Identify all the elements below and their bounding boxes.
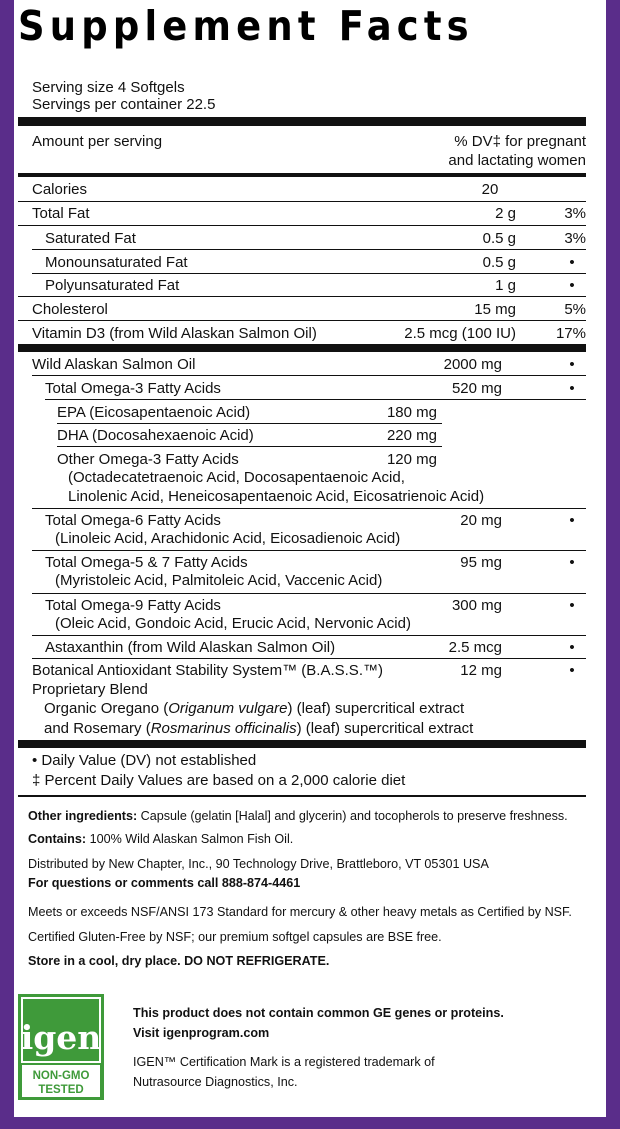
omega6-amount: 20 mg	[460, 512, 502, 529]
row-divider	[18, 225, 586, 226]
cholesterol-label: Cholesterol	[32, 301, 108, 318]
poly-fat-amount: 1 g	[495, 277, 516, 294]
bass-amount: 12 mg	[460, 662, 502, 679]
astaxanthin-amount: 2.5 mcg	[448, 639, 502, 656]
saturated-fat-dv: 3%	[564, 230, 586, 247]
servings-per-container: Servings per container 22.5	[32, 96, 216, 113]
bass-ingredient-1-text-end: ) (leaf) supercritical extract	[287, 700, 465, 717]
serving-size: Serving size 4 Softgels	[32, 79, 185, 96]
saturated-fat-amount: 0.5 g	[482, 230, 516, 247]
dha-amount: 220 mg	[386, 427, 437, 444]
mono-fat-dv: •	[569, 254, 575, 271]
row-divider	[57, 446, 442, 447]
cholesterol-dv: 5%	[564, 301, 586, 318]
dha-note: (Docosahexaenoic Acid)	[92, 427, 254, 444]
footnote-percent: ‡ Percent Daily Values are based on a 2,000 calorie diet	[32, 772, 406, 789]
calories-label: Calories	[32, 181, 88, 198]
epa-amount: 180 mg	[386, 404, 437, 421]
poly-fat-label: Polyunsaturated Fat	[45, 277, 180, 294]
igen-line-3: IGEN™ Certification Mark is a registered trademark of	[133, 1055, 435, 1069]
row-divider	[18, 320, 586, 321]
epa-note: (Eicosapentaenoic Acid)	[89, 404, 251, 421]
thick-rule	[18, 117, 586, 126]
omega6-label: Total Omega-6 Fatty Acids	[45, 512, 221, 529]
total-fat-label: Total Fat	[32, 205, 90, 222]
logo-tag-1: NON-GMO	[32, 1070, 90, 1082]
bass-blend-label: Proprietary Blend	[32, 681, 148, 698]
omega3-label: Total Omega-3 Fatty Acids	[45, 380, 221, 397]
igen-line-2: Visit igenprogram.com	[133, 1026, 270, 1040]
astaxanthin-dv: •	[569, 639, 575, 656]
astaxanthin-note: (from Wild Alaskan Salmon Oil)	[127, 639, 336, 656]
other-omega3-label: Other Omega-3 Fatty Acids	[57, 451, 239, 468]
row-divider	[32, 635, 586, 636]
calories-amount: 20	[481, 181, 499, 198]
amount-per-serving-header: Amount per serving	[32, 133, 163, 150]
other-omega3-note-1: (Octadecatetraenoic Acid, Docosapentaenoic Acid,	[68, 469, 405, 486]
omega6-dv: •	[569, 512, 575, 529]
bass-ingredient-2-text: and Rosemary (	[44, 720, 151, 737]
epa-label: EPA	[57, 404, 86, 421]
bass-ingredient-1-text: Organic Oregano (	[44, 700, 169, 717]
vitamin-d3-note: (from Wild Alaskan Salmon Oil)	[109, 325, 317, 342]
row-divider	[32, 658, 586, 659]
omega9-note: (Oleic Acid, Gondoic Acid, Erucic Acid, Nervonic Acid)	[55, 615, 411, 632]
other-ingredients-label: Other ingredients:	[28, 809, 138, 823]
bass-label: Botanical Antioxidant Stability System™ (B.A.S.S.™)	[32, 662, 383, 679]
dv-header-line2: and lactating women	[448, 152, 586, 169]
footnote-dv: • Daily Value (DV) not established	[32, 752, 257, 769]
nsf-statement: Meets or exceeds NSF/ANSI 173 Standard for mercury & other heavy metals as Certified by NSF.	[28, 905, 572, 919]
row-divider	[57, 423, 442, 424]
row-divider	[32, 508, 586, 509]
cholesterol-amount: 15 mg	[474, 301, 516, 318]
questions-phone: For questions or comments call 888-874-4461	[28, 876, 301, 890]
row-divider	[32, 249, 586, 250]
dha-row	[57, 428, 254, 443]
omega57-dv: •	[569, 554, 575, 571]
contains	[28, 833, 293, 846]
total-fat-dv: 3%	[564, 205, 586, 222]
salmon-oil-label: Wild Alaskan Salmon Oil	[32, 356, 196, 373]
vitamin-d3-row	[32, 326, 317, 341]
astaxanthin-label: Astaxanthin	[45, 639, 124, 656]
saturated-fat-label: Saturated Fat	[45, 230, 136, 247]
contains-label: Contains:	[28, 832, 87, 846]
total-fat-amount: 2 g	[495, 205, 516, 222]
vitamin-d3-dv: 17%	[555, 325, 586, 342]
vitamin-d3-amount: 2.5 mcg (100 IU)	[404, 325, 516, 342]
row-divider	[32, 593, 586, 594]
panel-title: Supplement Facts	[18, 2, 474, 50]
thick-rule	[18, 344, 586, 352]
mono-fat-label: Monounsaturated Fat	[45, 254, 188, 271]
gluten-free-statement: Certified Gluten-Free by NSF; our premium softgel capsules are BSE free.	[28, 930, 442, 944]
logo-tag-2: TESTED	[38, 1084, 84, 1096]
panel-bottom-rule	[18, 795, 586, 797]
omega6-note: (Linoleic Acid, Arachidonic Acid, Eicosadienoic Acid)	[55, 530, 401, 547]
salmon-oil-dv: •	[569, 356, 575, 373]
storage-instructions: Store in a cool, dry place. DO NOT REFRIGERATE.	[28, 954, 330, 968]
row-divider	[45, 399, 586, 400]
bass-ingredient-1-latin: Origanum vulgare	[168, 700, 288, 717]
epa-row	[57, 405, 250, 420]
omega57-amount: 95 mg	[460, 554, 502, 571]
salmon-oil-amount: 2000 mg	[443, 356, 502, 373]
omega57-label: Total Omega-5 & 7 Fatty Acids	[45, 554, 248, 571]
bass-ingredient-2-text-end: ) (leaf) supercritical extract	[296, 720, 474, 737]
mono-fat-amount: 0.5 g	[482, 254, 516, 271]
omega3-dv: •	[569, 380, 575, 397]
igen-non-gmo-logo	[18, 994, 104, 1100]
bass-ingredient-2-latin: Rosmarinus officinalis	[150, 720, 297, 737]
poly-fat-dv: •	[569, 277, 575, 294]
vitamin-d3-label: Vitamin D3	[32, 325, 106, 342]
astaxanthin-row	[45, 640, 335, 655]
igen-line-1: This product does not contain common GE genes or proteins.	[133, 1006, 504, 1020]
contains-text: 100% Wild Alaskan Salmon Fish Oil.	[86, 832, 294, 846]
logo-word: igen	[20, 1018, 102, 1057]
omega57-note: (Myristoleic Acid, Palmitoleic Acid, Vaccenic Acid)	[55, 572, 383, 589]
omega9-dv: •	[569, 597, 575, 614]
other-omega3-amount: 120 mg	[386, 451, 437, 468]
other-omega3-note-2: Linolenic Acid, Heneicosapentaenoic Acid, Eicosatrienoic Acid)	[68, 488, 485, 505]
row-divider	[32, 375, 586, 376]
other-ingredients-text: Capsule (gelatin [Halal] and glycerin) and tocopherols to preserve freshness.	[137, 809, 568, 823]
bass-dv: •	[569, 662, 575, 679]
medium-rule	[18, 173, 586, 177]
other-ingredients	[28, 810, 568, 823]
dha-label: DHA	[57, 427, 88, 444]
distributed-by: Distributed by New Chapter, Inc., 90 Technology Drive, Brattleboro, VT 05301 USA	[28, 857, 489, 871]
omega9-label: Total Omega-9 Fatty Acids	[45, 597, 221, 614]
omega3-amount: 520 mg	[451, 380, 502, 397]
thick-rule	[18, 740, 586, 748]
row-divider	[32, 550, 586, 551]
bass-ingredient-1	[44, 701, 464, 716]
omega9-amount: 300 mg	[451, 597, 502, 614]
dv-header-line1: % DV‡ for pregnant	[454, 133, 586, 150]
row-divider	[18, 296, 586, 297]
igen-line-4: Nutrasource Diagnostics, Inc.	[133, 1075, 298, 1089]
row-divider	[32, 273, 586, 274]
row-divider	[18, 201, 586, 202]
bass-ingredient-2	[44, 721, 473, 736]
